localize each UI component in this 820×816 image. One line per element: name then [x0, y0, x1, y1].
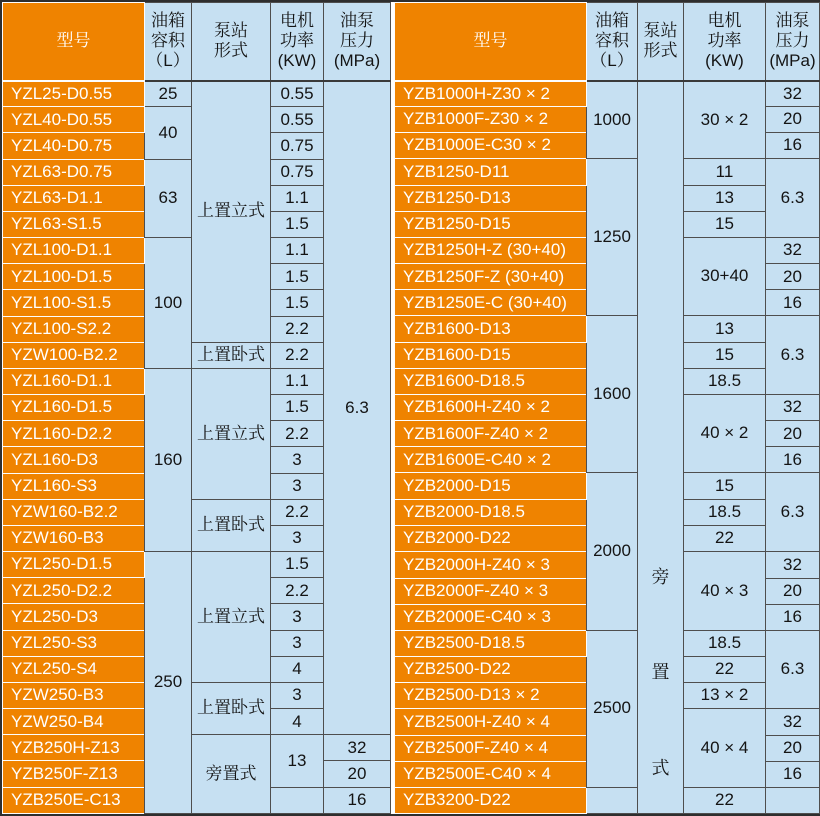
table-row — [395, 81, 820, 107]
model-cell: YZB1250-D13 — [395, 185, 587, 211]
form-cell-vertical — [638, 81, 684, 814]
header-line: (KW) — [277, 51, 317, 71]
model-cell: YZB2500-D22 — [395, 657, 587, 683]
header-line: 容积 — [151, 31, 185, 51]
power-cell: 0.55 — [271, 81, 324, 107]
pressure-cell: 32 — [766, 394, 820, 420]
form-cell: 上置立式 — [192, 368, 271, 499]
model-cell: YZB2500-D13 × 2 — [395, 683, 587, 709]
form-char: 旁 — [651, 566, 670, 587]
model-cell: YZL63-S1.5 — [3, 211, 145, 237]
form-char: 置 — [651, 662, 670, 683]
model-cell: YZL160-D3 — [3, 447, 145, 473]
header-line: 油泵 — [775, 10, 810, 30]
header-line: 功率 — [280, 31, 314, 51]
header-line: 泵站 — [214, 20, 248, 40]
model-cell: YZB2500E-C40 × 4 — [395, 761, 587, 787]
pressure-cell: 16 — [766, 447, 820, 473]
model-cell: YZB1600H-Z40 × 2 — [395, 394, 587, 420]
model-cell: YZL40-D0.55 — [3, 107, 145, 133]
pressure-cell: 6.3 — [766, 630, 820, 709]
model-cell: YZB1250F-Z (30+40) — [395, 264, 587, 290]
power-cell: 3 — [271, 604, 324, 630]
header-line: 电机 — [707, 10, 742, 30]
power-cell: 0.75 — [271, 133, 324, 159]
model-cell: YZL250-D1.5 — [3, 552, 145, 578]
model-cell: YZB2000H-Z40 × 3 — [395, 552, 587, 578]
pressure-cell: 6.3 — [766, 159, 820, 238]
power-cell: 13 — [684, 185, 766, 211]
capacity-cell: 1000 — [587, 81, 638, 159]
header-power — [271, 3, 324, 81]
table-row — [395, 787, 820, 813]
model-cell: YZB1600F-Z40 × 2 — [395, 421, 587, 447]
model-cell: YZL100-D1.5 — [3, 264, 145, 290]
model-cell: YZB1250E-C (30+40) — [395, 290, 587, 316]
model-cell: YZB2000E-C40 × 3 — [395, 604, 587, 630]
model-cell: YZL40-D0.75 — [3, 133, 145, 159]
capacity-cell: 25 — [145, 81, 192, 107]
form-cell: 上置卧式 — [192, 682, 271, 734]
header-line: 容积 — [595, 31, 629, 51]
header-line: 压力 — [340, 31, 374, 51]
header-line: 压力 — [775, 31, 810, 51]
power-cell: 11 — [684, 159, 766, 185]
header-line: 油泵 — [340, 10, 374, 30]
power-cell: 18.5 — [684, 630, 766, 656]
power-cell: 13 × 2 — [684, 683, 766, 709]
pressure-cell: 32 — [766, 709, 820, 735]
model-cell: YZB2000-D18.5 — [395, 499, 587, 525]
model-cell: YZW250-B3 — [3, 682, 145, 708]
table-row — [395, 159, 820, 185]
power-cell: 1.5 — [271, 211, 324, 237]
form-char: 式 — [651, 757, 670, 778]
power-cell: 22 — [684, 787, 766, 813]
header-line: (MPa) — [333, 51, 381, 71]
model-cell: YZB1000E-C30 × 2 — [395, 133, 587, 159]
model-cell: YZB1600-D18.5 — [395, 368, 587, 394]
header-line: （L） — [590, 51, 634, 71]
form-cell: 上置卧式 — [192, 342, 271, 368]
header-form — [638, 3, 684, 81]
model-cell: YZL63-D1.1 — [3, 185, 145, 211]
power-cell: 1.1 — [271, 238, 324, 264]
header-capacity — [587, 3, 638, 81]
header-model: 型号 — [395, 3, 587, 81]
model-cell: YZL63-D0.75 — [3, 159, 145, 185]
table-row — [395, 473, 820, 499]
form-cell: 上置立式 — [192, 81, 271, 343]
table-row — [3, 735, 391, 761]
model-cell: YZL250-S3 — [3, 630, 145, 656]
model-cell: YZB1250-D15 — [395, 211, 587, 237]
power-cell: 0.75 — [271, 159, 324, 185]
power-cell: 40 × 3 — [684, 552, 766, 631]
pressure-cell: 16 — [766, 604, 820, 630]
capacity-cell: 40 — [145, 107, 192, 159]
model-cell: YZB250F-Z13 — [3, 761, 145, 787]
header-line: 泵站 — [643, 20, 678, 40]
model-cell: YZL160-S3 — [3, 473, 145, 499]
power-cell: 3 — [271, 473, 324, 499]
pressure-cell: 32 — [766, 552, 820, 578]
power-cell: 3 — [271, 682, 324, 708]
model-cell: YZB2500F-Z40 × 4 — [395, 735, 587, 761]
header-pressure — [324, 3, 391, 81]
right-spec-table — [394, 2, 820, 814]
model-cell: YZB1250-D11 — [395, 159, 587, 185]
pressure-cell: 6.3 — [766, 473, 820, 552]
table-row — [395, 316, 820, 342]
pressure-cell: 16 — [324, 787, 391, 813]
power-cell: 4 — [271, 656, 324, 682]
power-cell: 2.2 — [271, 316, 324, 342]
model-cell: YZB1000H-Z30 × 2 — [395, 81, 587, 107]
power-cell: 2.2 — [271, 342, 324, 368]
model-cell: YZB1600E-C40 × 2 — [395, 447, 587, 473]
capacity-cell: 250 — [145, 552, 192, 814]
capacity-cell: 2000 — [587, 473, 638, 630]
power-cell: 4 — [271, 709, 324, 735]
header-line: 油箱 — [151, 10, 185, 30]
power-cell: 1.5 — [271, 552, 324, 578]
header-line: 形式 — [214, 41, 248, 61]
pressure-cell: 20 — [766, 735, 820, 761]
model-cell: YZL160-D1.5 — [3, 395, 145, 421]
pressure-cell — [766, 787, 820, 813]
model-cell: YZL100-D1.1 — [3, 238, 145, 264]
power-cell: 30+40 — [684, 237, 766, 316]
capacity-cell: 160 — [145, 368, 192, 551]
left-spec-table — [2, 2, 391, 814]
model-cell: YZB250E-C13 — [3, 787, 145, 813]
power-cell: 13 — [684, 316, 766, 342]
form-vertical-text — [638, 82, 683, 812]
power-cell: 18.5 — [684, 499, 766, 525]
model-cell: YZB2500H-Z40 × 4 — [395, 709, 587, 735]
power-cell: 18.5 — [684, 368, 766, 394]
power-cell: 40 × 4 — [684, 709, 766, 788]
model-cell: YZL160-D1.1 — [3, 368, 145, 394]
model-cell: YZB1600-D15 — [395, 342, 587, 368]
pressure-cell: 20 — [766, 578, 820, 604]
pressure-cell: 16 — [766, 761, 820, 787]
pressure-cell: 32 — [766, 81, 820, 107]
capacity-cell: 2500 — [587, 630, 638, 787]
model-cell: YZW160-B2.2 — [3, 499, 145, 525]
form-cell: 旁置式 — [192, 735, 271, 814]
form-cell: 上置立式 — [192, 552, 271, 683]
model-cell: YZB2500-D18.5 — [395, 630, 587, 656]
model-cell: YZB3200-D22 — [395, 787, 587, 813]
power-cell: 1.5 — [271, 264, 324, 290]
power-cell: 13 — [271, 735, 324, 787]
power-cell: 0.55 — [271, 107, 324, 133]
capacity-cell: 1600 — [587, 316, 638, 473]
power-cell — [271, 787, 324, 813]
pressure-cell: 16 — [766, 133, 820, 159]
model-cell: YZW100-B2.2 — [3, 342, 145, 368]
header-form — [192, 3, 271, 81]
model-cell: YZL160-D2.2 — [3, 421, 145, 447]
header-power — [684, 3, 766, 81]
header-line: 功率 — [707, 31, 742, 51]
header-line: 形式 — [643, 41, 678, 61]
pressure-cell: 6.3 — [766, 316, 820, 395]
power-cell: 2.2 — [271, 421, 324, 447]
model-cell: YZB2000F-Z40 × 3 — [395, 578, 587, 604]
capacity-cell: 1250 — [587, 159, 638, 316]
power-cell: 15 — [684, 342, 766, 368]
pressure-cell: 20 — [324, 761, 391, 787]
power-cell: 1.1 — [271, 368, 324, 394]
model-cell: YZL250-D2.2 — [3, 578, 145, 604]
model-cell: YZB250H-Z13 — [3, 735, 145, 761]
power-cell: 1.5 — [271, 395, 324, 421]
pressure-cell: 20 — [766, 264, 820, 290]
capacity-cell — [587, 787, 638, 813]
power-cell: 2.2 — [271, 578, 324, 604]
power-cell: 22 — [684, 525, 766, 551]
power-cell: 30 × 2 — [684, 81, 766, 159]
pressure-cell: 20 — [766, 107, 820, 133]
model-cell: YZW160-B3 — [3, 525, 145, 551]
model-cell: YZL250-S4 — [3, 656, 145, 682]
pressure-cell: 20 — [766, 421, 820, 447]
model-cell: YZB2000-D15 — [395, 473, 587, 499]
model-cell: YZW250-B4 — [3, 709, 145, 735]
pressure-cell: 32 — [324, 735, 391, 761]
header-line: 油箱 — [595, 10, 629, 30]
model-cell: YZB1000F-Z30 × 2 — [395, 107, 587, 133]
header-line: （L） — [146, 51, 190, 71]
model-cell: YZL25-D0.55 — [3, 81, 145, 107]
model-cell: YZB1250H-Z (30+40) — [395, 237, 587, 263]
power-cell: 1.5 — [271, 290, 324, 316]
form-cell: 上置卧式 — [192, 499, 271, 551]
power-cell: 22 — [684, 657, 766, 683]
header-line: 电机 — [280, 10, 314, 30]
header-line: (MPa) — [769, 51, 816, 71]
power-cell: 2.2 — [271, 499, 324, 525]
pressure-cell: 6.3 — [324, 81, 391, 735]
model-cell: YZB2000-D22 — [395, 525, 587, 551]
header-model: 型号 — [3, 3, 145, 81]
header-pressure — [766, 3, 820, 81]
capacity-cell: 63 — [145, 159, 192, 238]
header-line: (KW) — [705, 51, 744, 71]
power-cell: 15 — [684, 211, 766, 237]
header-capacity — [145, 3, 192, 81]
capacity-cell: 100 — [145, 238, 192, 369]
power-cell: 3 — [271, 447, 324, 473]
power-cell: 15 — [684, 473, 766, 499]
power-cell: 40 × 2 — [684, 394, 766, 473]
model-cell: YZL100-S1.5 — [3, 290, 145, 316]
model-cell: YZL250-D3 — [3, 604, 145, 630]
pressure-cell: 32 — [766, 237, 820, 263]
table-row — [3, 81, 391, 107]
model-cell: YZL100-S2.2 — [3, 316, 145, 342]
power-cell: 1.1 — [271, 185, 324, 211]
pressure-cell: 16 — [766, 290, 820, 316]
power-cell: 3 — [271, 630, 324, 656]
model-cell: YZB1600-D13 — [395, 316, 587, 342]
power-cell: 3 — [271, 525, 324, 551]
table-row — [395, 630, 820, 656]
header-row — [3, 3, 391, 81]
header-row — [395, 3, 820, 81]
